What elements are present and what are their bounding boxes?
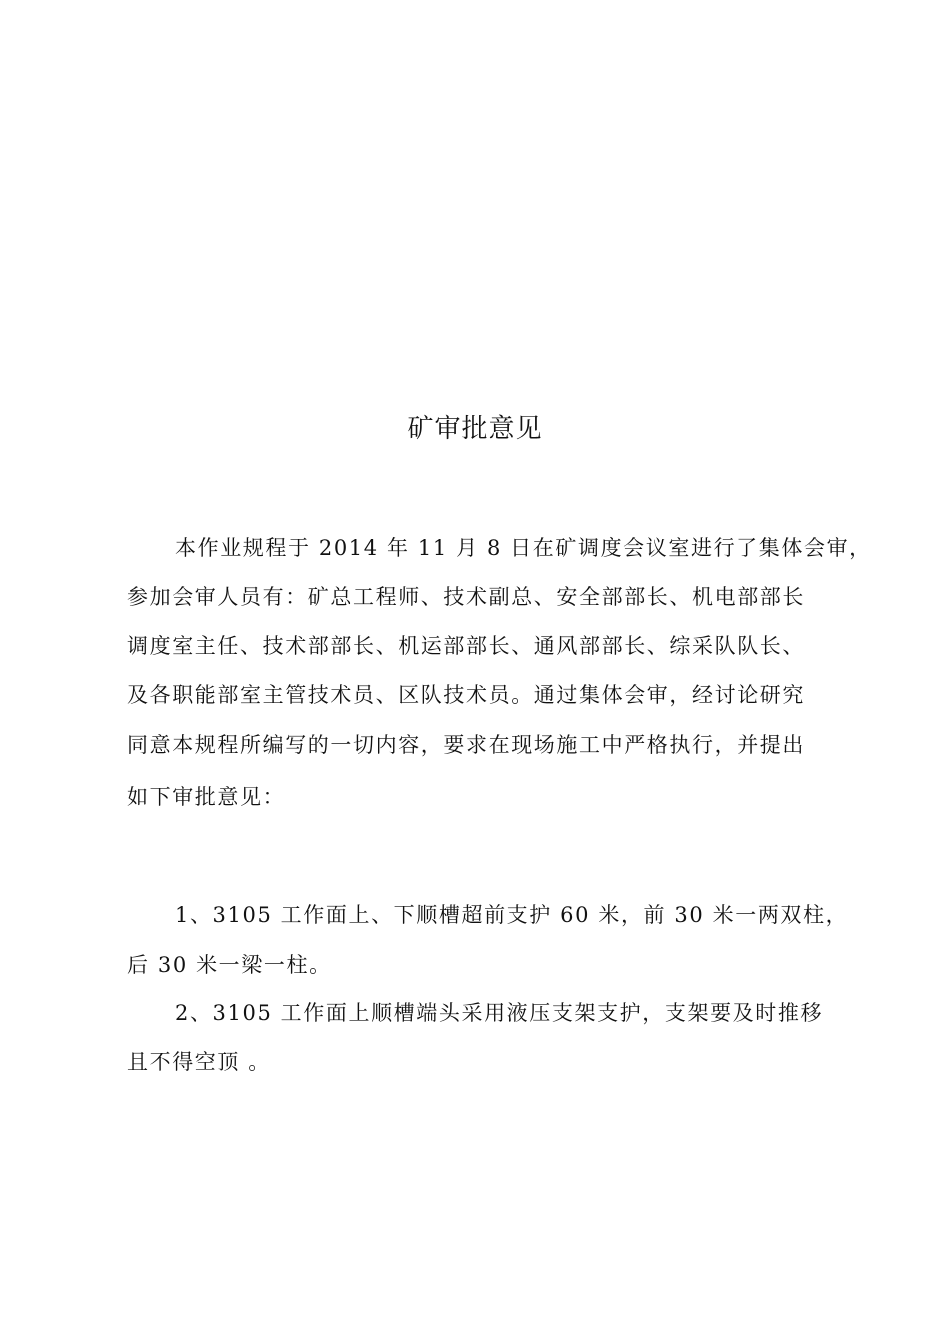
intro-line: 调度室主任、技术部部长、机运部部长、通风部部长、综采队队长、 — [127, 634, 805, 658]
intro-line: 同意本规程所编写的一切内容，要求在现场施工中严格执行，并提出 — [127, 733, 805, 757]
intro-line: 及各职能部室主管技术员、区队技术员。通过集体会审，经讨论研究 — [127, 683, 805, 707]
approval-item-2-line: 且不得空顶 。 — [127, 1050, 271, 1074]
approval-item-2-line: 2、3105 工作面上顺槽端头采用液压支架支护，支架要及时推移 — [175, 1001, 824, 1025]
intro-line: 参加会审人员有：矿总工程师、技术副总、安全部部长、机电部部长 — [127, 585, 805, 609]
approval-item-1-line: 后 30 米一梁一柱。 — [127, 953, 332, 977]
intro-line: 本作业规程于 2014 年 11 月 8 日在矿调度会议室进行了集体会审， — [175, 536, 872, 560]
document-title: 矿审批意见 — [407, 414, 543, 444]
intro-line: 如下审批意见： — [127, 785, 286, 809]
approval-item-1-line: 1、3105 工作面上、下顺槽超前支护 60 米，前 30 米一两双柱， — [175, 903, 849, 927]
